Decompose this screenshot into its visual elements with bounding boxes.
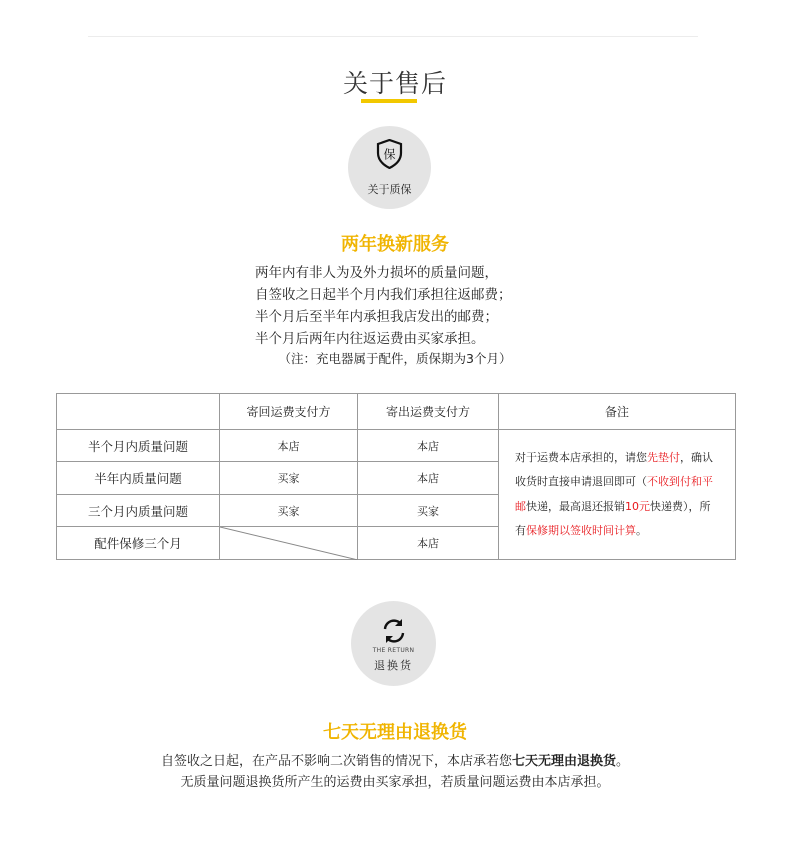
send-payer-cell: 本店 [358,462,499,495]
shipping-fee-table [56,393,736,560]
remark-highlight: 10元 [625,499,650,513]
warranty-line: 半个月后两年内往返运费由买家承担。 [255,331,485,347]
remark-text: 快递，最高退还报销 [526,499,625,513]
table-header-return-payer: 寄回运费支付方 [220,394,358,430]
diagonal-line [220,527,358,560]
remark-highlight: 先垫付 [647,450,680,464]
return-payer-cell: 本店 [220,430,358,462]
shield-char: 保 [383,147,396,162]
return-payer-cell: 买家 [220,495,358,527]
warranty-badge [348,126,431,209]
warranty-note: （注：充电器属于配件，质保期为3个月） [278,351,512,366]
top-divider [88,36,698,37]
send-payer-cell: 买家 [358,495,499,527]
table-header-send-payer: 寄出运费支付方 [358,394,499,430]
return-payer-cell: 买家 [220,462,358,495]
return-badge-label: 退换货 [374,659,413,672]
warranty-line: 两年内有非人为及外力损坏的质量问题， [255,265,498,281]
return-policy-line: 无质量问题退换货所产生的运费由买家承担，若质量问题运费由本店承担。 [180,775,610,790]
return-policy-line [0,750,790,769]
diagonal-empty-cell [220,527,358,560]
warranty-badge-label: 关于质保 [367,183,412,196]
send-payer-cell: 本店 [358,527,499,560]
table-header-remark: 备注 [499,394,736,430]
remark-highlight: 不收到付和平邮 [515,475,713,513]
remark-text: ，确认收货时直接申请退回即可（ [515,450,713,488]
return-badge [351,601,436,686]
send-payer-cell: 本店 [358,430,499,462]
remark-text: 对于运费本店承担的，请您 [515,450,647,464]
return-text: 。 [616,754,630,769]
return-badge-en: THE RETURN [372,647,415,654]
table-row [57,430,736,462]
row-label: 配件保修三个月 [57,527,220,560]
title-underline [361,99,417,103]
shield-icon [376,139,403,169]
row-label: 三个月内质量问题 [57,495,220,527]
warranty-line: 半个月后至半年内承担我店发出的邮费； [255,309,498,325]
warranty-title: 两年换新服务 [341,234,449,255]
row-label: 半年内质量问题 [57,462,220,495]
return-title: 七天无理由退换货 [323,722,467,743]
page-title: 关于售后 [342,69,447,98]
return-emphasis: 七天无理由退换货 [511,754,616,769]
remark-cell [499,430,736,560]
remark-text: 。 [636,524,647,537]
table-header-row [57,394,736,430]
warranty-description [255,262,512,350]
warranty-line: 自签收之日起半个月内我们承担往返邮费； [255,287,512,303]
return-text: 自签收之日起，在产品不影响二次销售的情况下，本店承若您 [160,754,512,769]
row-label: 半个月内质量问题 [57,430,220,462]
remark-highlight: 保修期以签收时间计算 [526,524,636,537]
remark-text: 快递费），所有 [515,499,711,537]
exchange-arrows-icon [381,618,407,644]
table-header-empty [57,394,220,430]
